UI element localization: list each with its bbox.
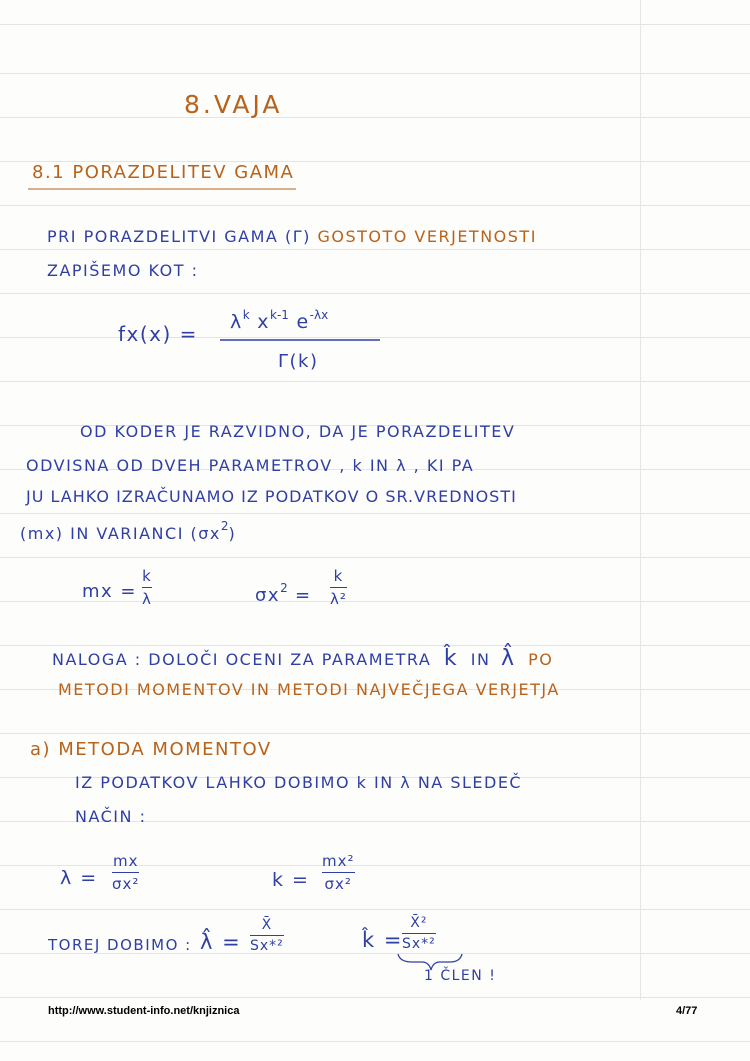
mean-bar: [142, 587, 152, 588]
pdf-numerator: [230, 308, 328, 333]
method-a-heading: a) METODA MOMENTOV: [30, 739, 272, 760]
intro-line-2: ZAPIŠEMO KOT :: [47, 261, 199, 280]
variance-lhs-exp: 2: [280, 581, 288, 595]
pdf-num-exp1: k: [242, 308, 250, 322]
k-formula-lhs: k =: [272, 869, 310, 891]
pdf-num-x: x: [257, 311, 270, 333]
intro-line-1-orange: GOSTOTO VERJETNOSTI: [317, 227, 537, 246]
lambda-fraction: [112, 852, 139, 893]
page-title: 8.VAJA: [184, 90, 283, 119]
k-numerator: mx²: [322, 852, 355, 870]
mean-fraction: [142, 567, 152, 608]
lambda-bar: [112, 872, 139, 873]
k-bar: [322, 872, 355, 873]
variance-denominator: λ²: [330, 590, 347, 608]
method-a-line-1: IZ PODATKOV LAHKO DOBIMO k IN λ NA SLEDEČ: [75, 773, 523, 792]
variance-lhs: [255, 581, 312, 606]
k-hat-lhs: k̂ =: [362, 928, 403, 952]
pdf-num-lambda: λ: [230, 311, 243, 333]
page-number: 4/77: [676, 1005, 698, 1017]
pdf-denominator: Γ(k): [278, 351, 319, 372]
margin-line: [640, 0, 641, 1000]
para-line-4-close: ): [228, 524, 237, 543]
method-a-line-2: NAČIN :: [75, 807, 147, 826]
variance-fraction: [330, 567, 347, 608]
result-note: 1 ČLEN !: [424, 968, 497, 984]
para-line-4-exp: 2: [220, 519, 229, 533]
pdf-num-exp3: -λx: [309, 308, 329, 322]
lambda-formula-lhs: λ =: [60, 867, 98, 889]
mean-denominator: λ: [142, 590, 152, 608]
lambda-hat-bar: [250, 935, 284, 936]
pdf-num-exp2: k-1: [270, 308, 289, 322]
result-label: TOREJ DOBIMO :: [48, 936, 192, 954]
lambda-denominator: σx²: [112, 875, 140, 893]
para-line-4: [20, 519, 236, 543]
k-hat-fraction: [402, 915, 436, 952]
footer-url[interactable]: http://www.student-info.net/knjiznica: [48, 1005, 240, 1017]
k-hat-numerator: X̄²: [410, 915, 428, 931]
task-line-1: [52, 646, 553, 671]
para-line-2: ODVISNA OD DVEH PARAMETROV , k IN λ , KI PA: [26, 456, 475, 475]
task-text: NALOGA : DOLOČI OCENI ZA PARAMETRA: [52, 650, 432, 669]
lambda-hat-numerator: X̄: [261, 917, 273, 933]
para-line-4-text: (mx) IN VARIANCI (σx: [20, 524, 221, 543]
k-hat-denominator: Sx*²: [402, 936, 436, 952]
task-line-2: METODI MOMENTOV IN METODI NAJVEČJEGA VERJETJA: [58, 680, 560, 699]
mean-numerator: k: [142, 567, 152, 585]
task-in: IN: [470, 650, 491, 669]
task-k-hat: k̂: [443, 646, 459, 671]
variance-bar: [330, 587, 347, 588]
mean-lhs: mx =: [82, 581, 137, 602]
lambda-numerator: mx: [112, 852, 139, 870]
k-denominator: σx²: [324, 875, 352, 893]
para-line-3: JU LAHKO IZRAČUNAMO IZ PODATKOV O SR.VREDNOSTI: [26, 487, 517, 506]
k-hat-bar: [402, 933, 436, 934]
lambda-hat-denominator: Sx*²: [250, 938, 284, 954]
lambda-hat-fraction: [250, 917, 284, 954]
intro-line-1: [47, 227, 537, 246]
variance-lhs-base: σx: [255, 585, 281, 606]
intro-line-1-blue: PRI PORAZDELITVI GAMA (Γ): [47, 227, 311, 246]
variance-numerator: k: [333, 567, 344, 585]
pdf-lhs: fx(x) =: [118, 322, 198, 346]
k-fraction: [322, 852, 355, 893]
section-heading: 8.1 PORAZDELITEV GAMA: [32, 162, 295, 183]
lambda-hat-lhs: λ̂ =: [200, 930, 242, 954]
pdf-fraction-bar: [220, 337, 390, 343]
task-lambda-hat: λ̂: [501, 646, 516, 671]
variance-eq: =: [294, 585, 312, 606]
section-underline: [28, 186, 328, 192]
task-po: PO: [528, 650, 554, 669]
pdf-num-e: e: [296, 311, 310, 333]
para-line-1: OD KODER JE RAZVIDNO, DA JE PORAZDELITEV: [80, 422, 516, 441]
